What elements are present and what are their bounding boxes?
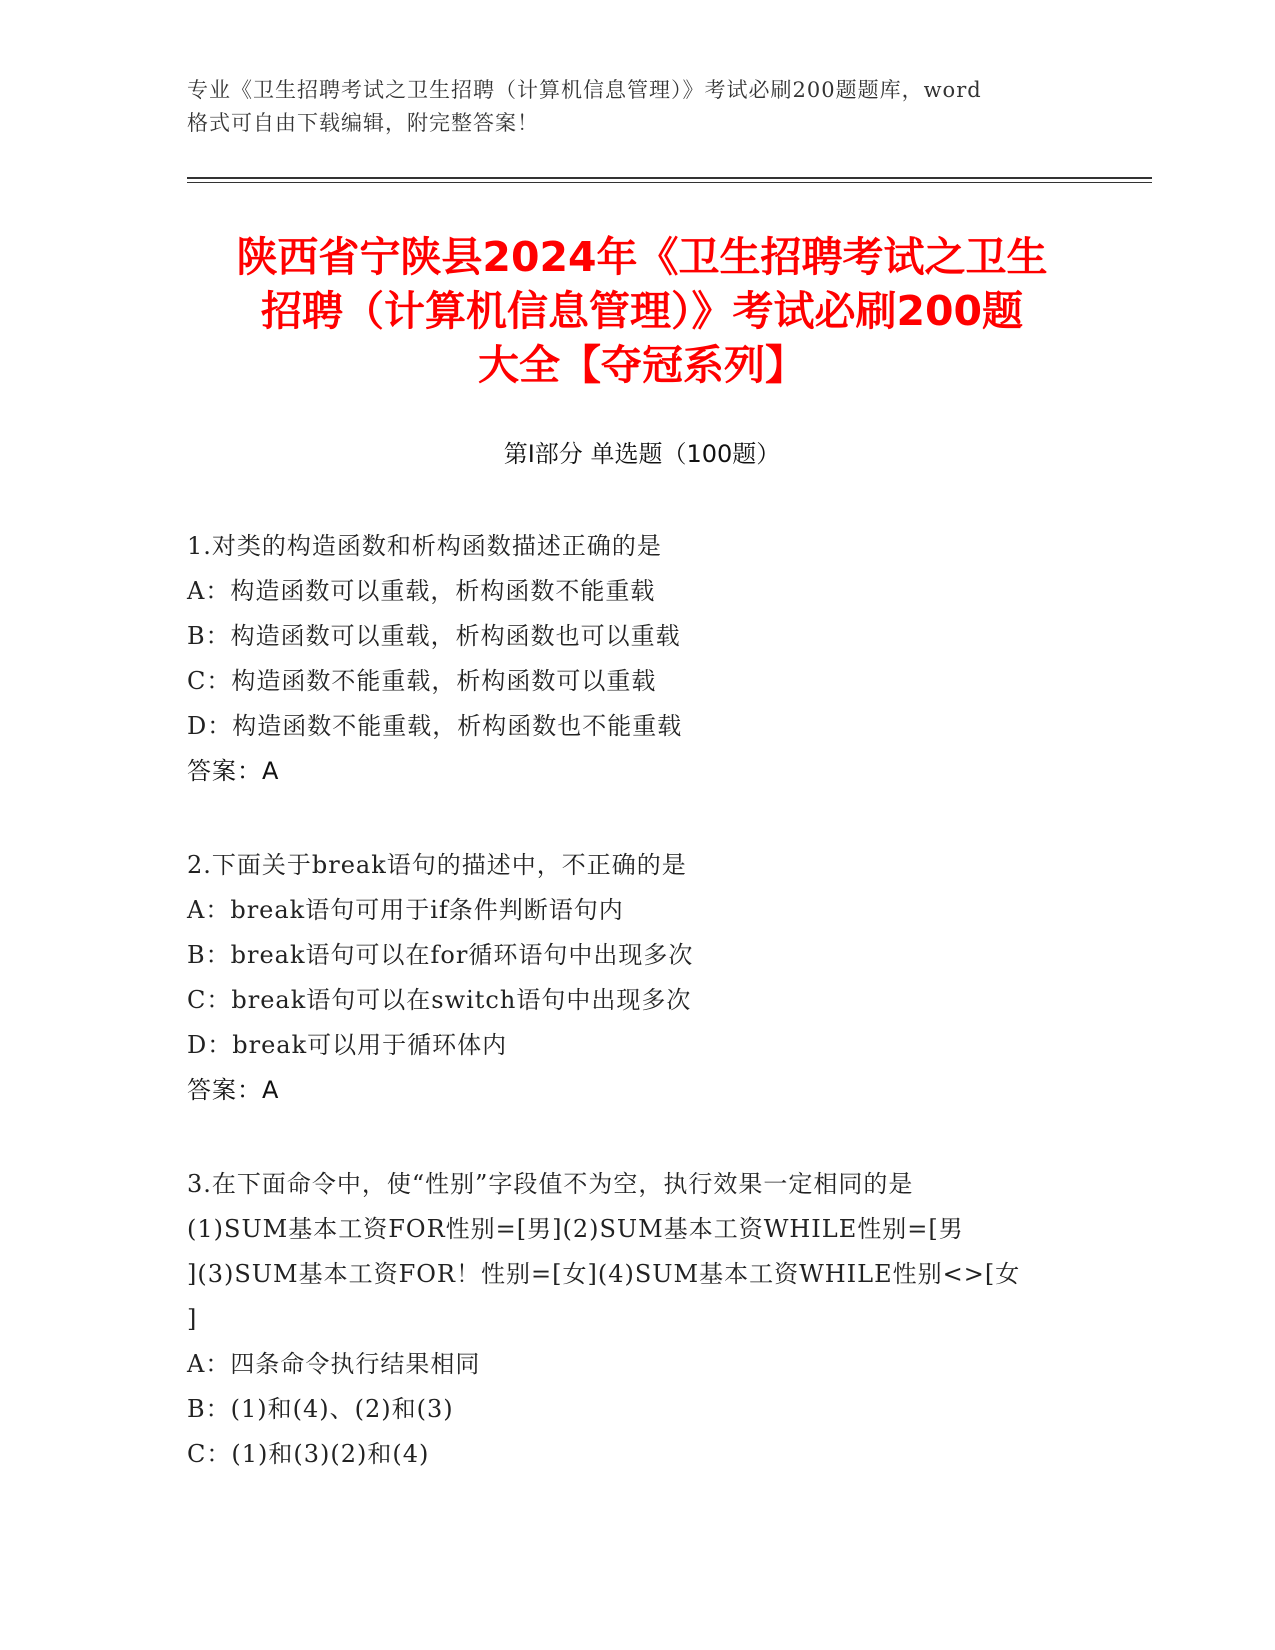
question-stem-line: ](3)SUM基本工资FOR！性别=[女](4)SUM基本工资WHILE性别<>[女 bbox=[187, 1260, 1021, 1288]
option-d: D：构造函数不能重载，析构函数也不能重载 bbox=[187, 712, 683, 740]
option-b: B：(1)和(4)、(2)和(3) bbox=[187, 1395, 454, 1423]
option-a: A：构造函数可以重载，析构函数不能重载 bbox=[187, 577, 656, 605]
header-note-line: 格式可自由下载编辑，附完整答案！ bbox=[187, 111, 539, 135]
question-1 bbox=[187, 524, 1087, 794]
question-stem: 2.下面关于break语句的描述中，不正确的是 bbox=[187, 851, 687, 879]
question-stem: 1.对类的构造函数和析构函数描述正确的是 bbox=[187, 532, 662, 560]
title-line: 大全【夺冠系列】 bbox=[478, 341, 806, 389]
option-b: B：构造函数可以重载，析构函数也可以重载 bbox=[187, 622, 681, 650]
question-2 bbox=[187, 843, 1087, 1113]
question-stem-line: ] bbox=[187, 1305, 198, 1333]
header-note-line: 专业《卫生招聘考试之卫生招聘（计算机信息管理）》考试必刷200题题库，word bbox=[187, 78, 982, 102]
title-line: 陕西省宁陕县2024年《卫生招聘考试之卫生 bbox=[236, 233, 1048, 281]
option-c: C：构造函数不能重载，析构函数可以重载 bbox=[187, 667, 657, 695]
question-stem-line: 3.在下面命令中，使“性别”字段值不为空，执行效果一定相同的是 bbox=[187, 1170, 914, 1198]
header-note bbox=[187, 74, 1087, 140]
section-heading: 第Ⅰ部分 单选题（100题） bbox=[503, 440, 781, 468]
option-b: B：break语句可以在for循环语句中出现多次 bbox=[187, 941, 694, 969]
question-3 bbox=[187, 1162, 1087, 1477]
question-stem-line: (1)SUM基本工资FOR性别=[男](2)SUM基本工资WHILE性别=[男 bbox=[187, 1215, 964, 1243]
title-line: 招聘（计算机信息管理）》考试必刷200题 bbox=[260, 287, 1024, 335]
option-c: C：(1)和(3)(2)和(4) bbox=[187, 1440, 430, 1468]
answer: 答案：A bbox=[187, 1076, 280, 1104]
header-divider bbox=[187, 182, 1152, 183]
document-title bbox=[187, 230, 1097, 392]
option-d: D：break可以用于循环体内 bbox=[187, 1031, 508, 1059]
header-divider bbox=[187, 177, 1152, 179]
answer: 答案：A bbox=[187, 757, 280, 785]
option-c: C：break语句可以在switch语句中出现多次 bbox=[187, 986, 692, 1014]
option-a: A：四条命令执行结果相同 bbox=[187, 1350, 481, 1378]
option-a: A：break语句可用于if条件判断语句内 bbox=[187, 896, 624, 924]
